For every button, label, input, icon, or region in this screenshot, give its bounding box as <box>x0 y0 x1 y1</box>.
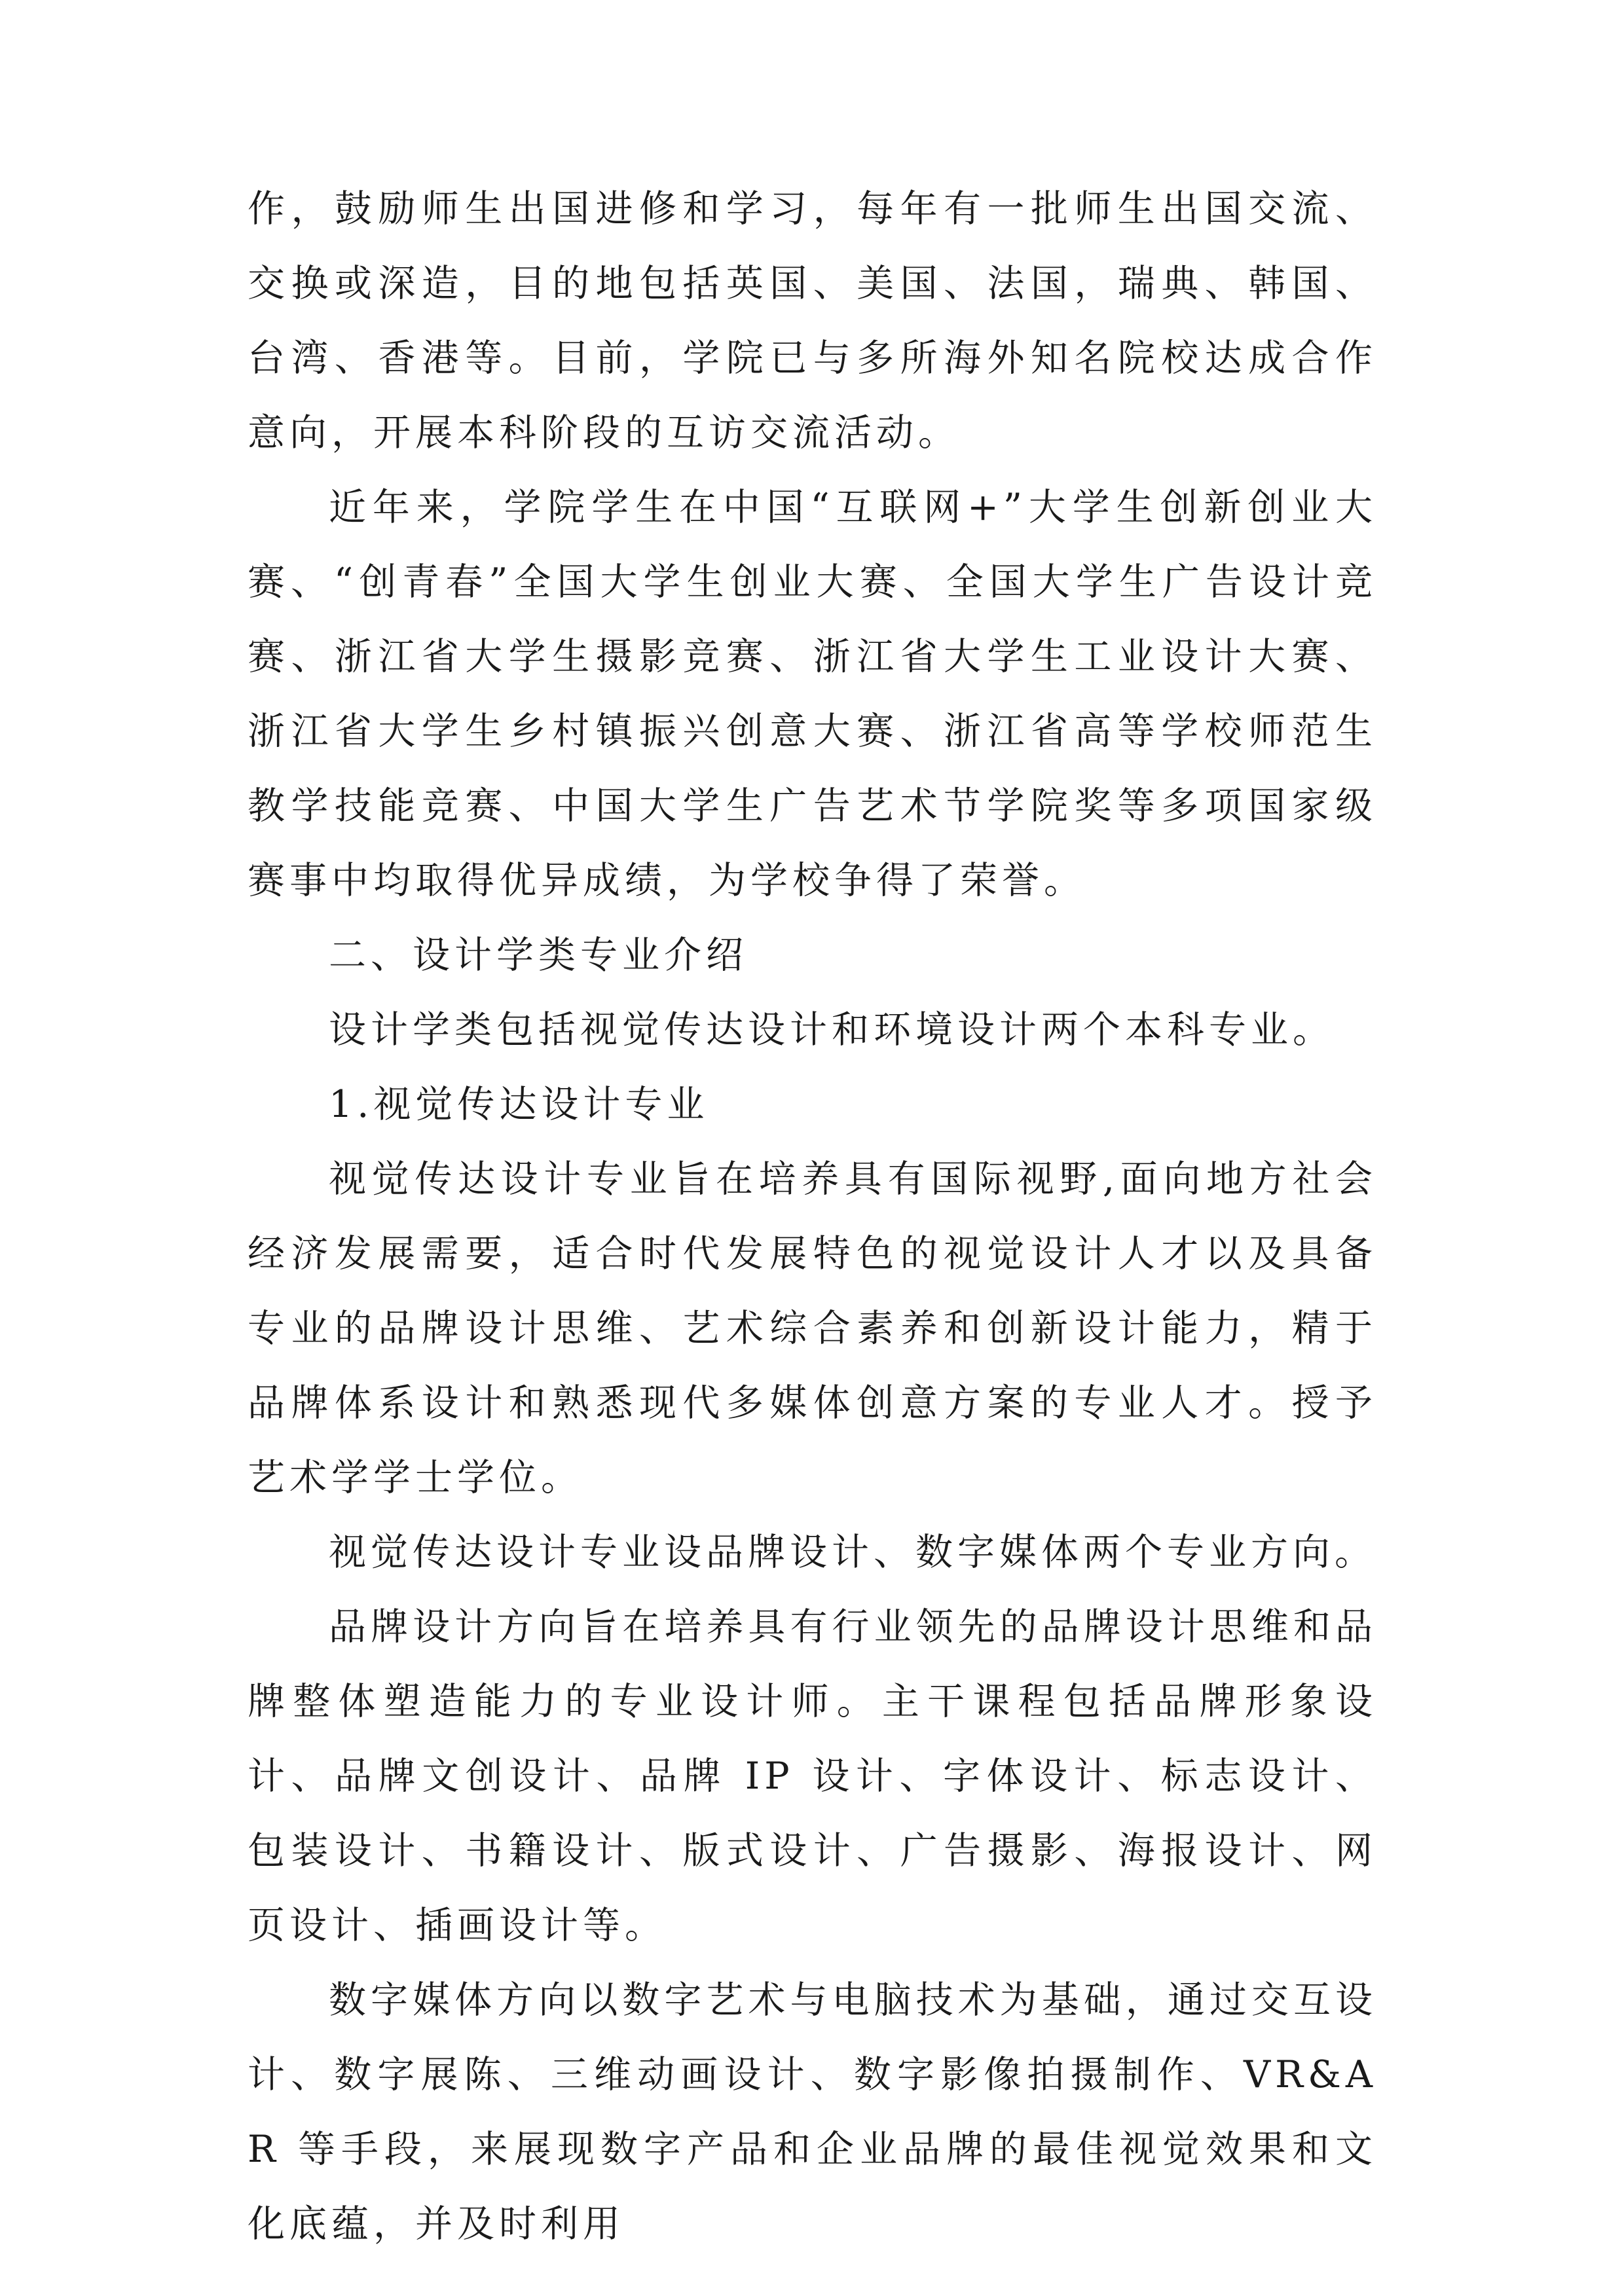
paragraph-visual-communication-directions: 视觉传达设计专业设品牌设计、数字媒体两个专业方向。 <box>329 1531 1376 1574</box>
paragraph-competitions: 近年来，学院学生在中国“互联网+”大学生创新创业大赛、“创青春”全国大学生创业大赛、全国大学生广告设计竞赛、浙江省大学生摄影竞赛、浙江省大学生工业设计大赛、浙江省大学生乡村镇振兴创意大赛、浙江省高等学校师范生教学技能竞赛、中国大学生广告艺术节学院奖等多项国家级赛事中均取得优异成绩，为学校争得了荣誉。 <box>248 486 1377 902</box>
subsection-heading-visual-communication: 1.视觉传达设计专业 <box>329 1083 709 1126</box>
document-body <box>248 172 1377 2261</box>
section-heading-design-majors: 二、设计学类专业介绍 <box>329 934 748 977</box>
paragraph-brand-design: 品牌设计方向旨在培养具有行业领先的品牌设计思维和品牌整体塑造能力的专业设计师。主干课程包括品牌形象设计、品牌文创设计、品牌 IP 设计、字体设计、标志设计、包装设计、书籍设计、版式设计、广告摄影、海报设计、网页设计、插画设计等。 <box>248 1605 1377 1947</box>
paragraph-exchange: 作，鼓励师生出国进修和学习，每年有一批师生出国交流、交换或深造，目的地包括英国、美国、法国，瑞典、韩国、台湾、香港等。目前，学院已与多所海外知名院校达成合作意向，开展本科阶段的互访交流活动。 <box>248 187 1377 454</box>
paragraph-visual-communication-goal: 视觉传达设计专业旨在培养具有国际视野,面向地方社会经济发展需要，适合时代发展特色的视觉设计人才以及具备专业的品牌设计思维、艺术综合素养和创新设计能力，精于品牌体系设计和熟悉现代多媒体创意方案的专业人才。授予艺术学学士学位。 <box>248 1157 1377 1499</box>
paragraph-digital-media: 数字媒体方向以数字艺术与电脑技术为基础，通过交互设计、数字展陈、三维动画设计、数字影像拍摄制作、VR&AR 等手段，来展现数字产品和企业品牌的最佳视觉效果和文化底蕴，并及时利用 <box>248 1978 1377 2246</box>
paragraph-design-majors-overview: 设计学类包括视觉传达设计和环境设计两个本科专业。 <box>329 1008 1335 1051</box>
